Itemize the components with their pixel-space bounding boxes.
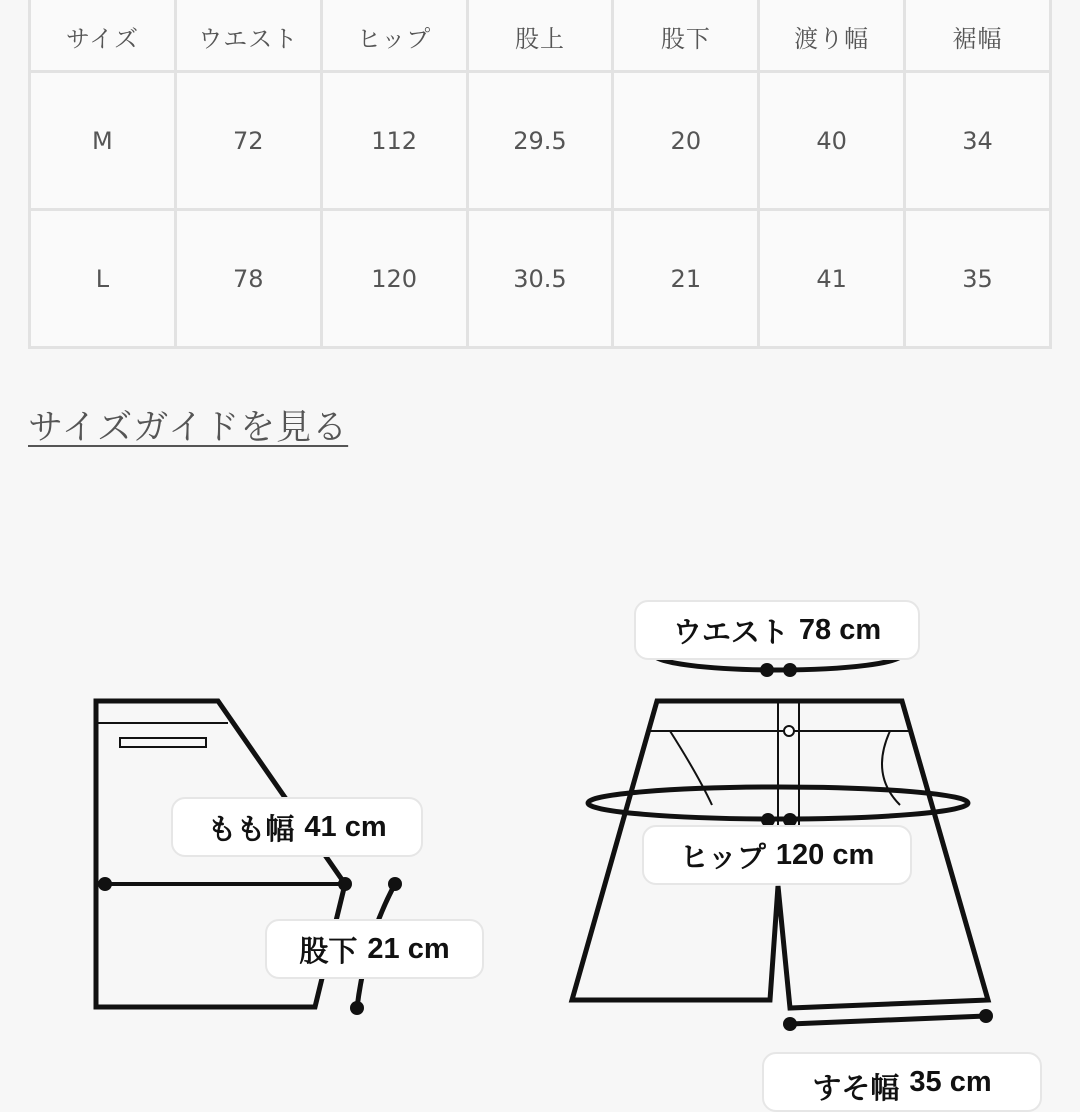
table-cell: 112 [321,72,467,210]
header-hem-width: 裾幅 [905,0,1051,72]
header-size: サイズ [30,0,176,72]
table-cell: 30.5 [467,210,613,348]
header-waist: ウエスト [175,0,321,72]
inseam-label-name: 股下 [299,935,358,968]
hip-label-name: ヒップ [679,841,766,874]
table-cell: 34 [905,72,1051,210]
hem-label [762,1052,1042,1112]
table-cell: 120 [321,210,467,348]
header-rise: 股上 [467,0,613,72]
waist-label-value: 78 cm [798,613,882,646]
waist-label [634,600,920,660]
table-cell: 21 [613,210,759,348]
header-hip: ヒップ [321,0,467,72]
size-guide-link[interactable]: サイズガイドを見る [28,408,349,448]
waist-label-name: ウエスト [672,616,789,649]
table-cell: 35 [905,210,1051,348]
hip-label [642,825,912,885]
header-inseam: 股下 [613,0,759,72]
hem-label-value: 35 cm [909,1066,992,1098]
table-cell: 40 [759,72,905,210]
inseam-label [265,919,484,979]
hem-label-name: すそ幅 [812,1073,900,1105]
thigh-label-value: 41 cm [304,810,387,843]
table-cell: 20 [613,72,759,210]
table-cell: 72 [175,72,321,210]
table-cell: M [30,72,176,210]
header-thigh-width: 渡り幅 [759,0,905,72]
table-cell: L [30,210,176,348]
thigh-label-name: もも幅 [207,813,295,846]
hip-label-value: 120 cm [775,838,875,871]
table-cell: 29.5 [467,72,613,210]
thigh-label [171,797,423,857]
inseam-label-value: 21 cm [367,932,450,965]
table-cell: 78 [175,210,321,348]
table-cell: 41 [759,210,905,348]
